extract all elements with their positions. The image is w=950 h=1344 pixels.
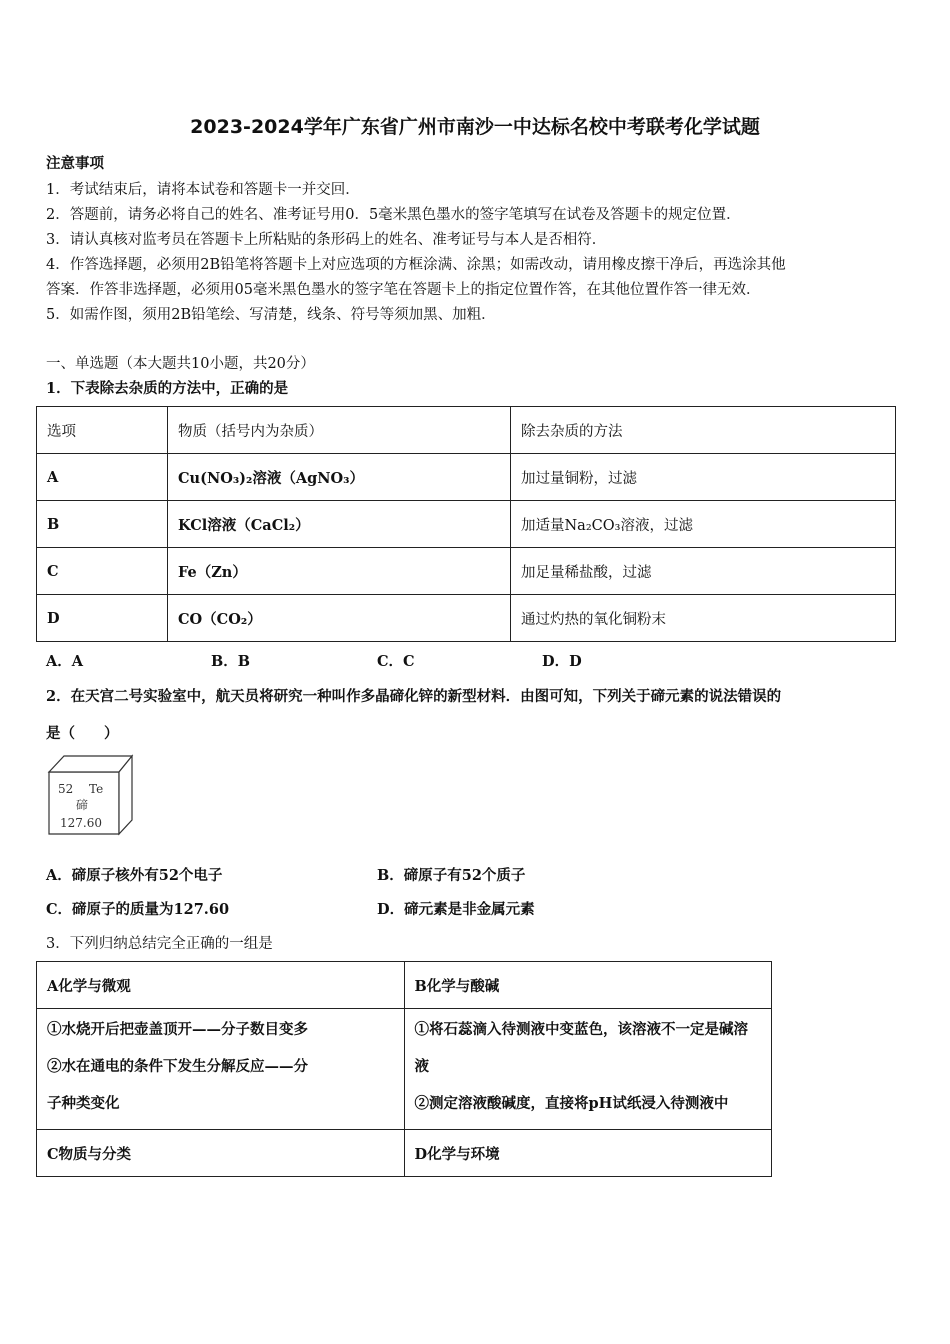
cell-a-line2: ②水在通电的条件下发生分解反应——分 bbox=[47, 1058, 308, 1075]
q3-table bbox=[36, 961, 772, 1177]
cell-a-title: A化学与微观 bbox=[37, 962, 405, 1009]
row-substance: Fe（Zn） bbox=[168, 548, 511, 595]
q2-choice-b[interactable]: B．碲原子有52个质子 bbox=[377, 867, 526, 884]
notice-item-1: 1．考试结束后，请将本试卷和答题卡一并交回． bbox=[46, 182, 360, 198]
cell-c-title: C物质与分类 bbox=[37, 1130, 405, 1177]
q2-stem-line2: 是（ ） bbox=[46, 725, 119, 742]
row-option: D bbox=[37, 595, 168, 642]
row-method: 通过灼热的氧化铜粉末 bbox=[511, 595, 896, 642]
element-number: 52 bbox=[58, 782, 74, 796]
table-row bbox=[37, 454, 896, 501]
notice-item-3: 3．请认真核对监考员在答题卡上所粘贴的条形码上的姓名、准考证号与本人是否相符． bbox=[46, 232, 607, 248]
row-option: A bbox=[37, 454, 168, 501]
q3-stem: 3．下列归纳总结完全正确的一组是 bbox=[46, 936, 273, 952]
header-substance: 物质（括号内为杂质） bbox=[168, 407, 511, 454]
cell-b-line2: 液 bbox=[414, 1058, 429, 1075]
table-row bbox=[37, 962, 772, 1009]
page-title: 2023-2024学年广东省广州市南沙一中达标名校中考联考化学试题 bbox=[190, 116, 760, 138]
q2-choice-c[interactable]: C．碲原子的质量为127.60 bbox=[46, 901, 230, 918]
table-row bbox=[37, 501, 896, 548]
element-name: 碲 bbox=[76, 798, 89, 812]
cell-a-line3: 子种类变化 bbox=[47, 1095, 120, 1112]
table-row bbox=[37, 595, 896, 642]
notice-item-5: 5．如需作图，须用2B铅笔绘、写清楚，线条、符号等须加黑、加粗． bbox=[46, 307, 496, 323]
table-row bbox=[37, 548, 896, 595]
element-mass: 127.60 bbox=[60, 816, 102, 830]
row-option: C bbox=[37, 548, 168, 595]
cell-a-content bbox=[37, 1009, 405, 1130]
row-method: 加过量铜粉，过滤 bbox=[511, 454, 896, 501]
row-substance: CO（CO₂） bbox=[168, 595, 511, 642]
q2-choice-a[interactable]: A．碲原子核外有52个电子 bbox=[46, 867, 223, 884]
element-symbol: Te bbox=[89, 782, 104, 796]
cell-b-title: B化学与酸碱 bbox=[404, 962, 772, 1009]
notice-item-4: 4．作答选择题，必须用2B铅笔将答题卡上对应选项的方框涂满、涂黑；如需改动，请用橡皮擦干净后，再选涂其他 bbox=[46, 257, 786, 273]
header-method: 除去杂质的方法 bbox=[511, 407, 896, 454]
header-option: 选项 bbox=[37, 407, 168, 454]
q2-stem-line1: 2．在天宫二号实验室中，航天员将研究一种叫作多晶碲化锌的新型材料．由图可知，下列关于碲元素的说法错误的 bbox=[46, 688, 782, 705]
q2-choice-d[interactable]: D．碲元素是非金属元素 bbox=[377, 901, 535, 918]
row-method: 加适量Na₂CO₃溶液，过滤 bbox=[511, 501, 896, 548]
q1-choice-c[interactable]: C．C bbox=[377, 653, 415, 670]
row-method: 加足量稀盐酸，过滤 bbox=[511, 548, 896, 595]
cell-b-content bbox=[404, 1009, 772, 1130]
row-substance: KCl溶液（CaCl₂） bbox=[168, 501, 511, 548]
notice-item-4-cont: 答案．作答非选择题，必须用05毫米黑色墨水的签字笔在答题卡上的指定位置作答，在其他位置作答一律无效． bbox=[46, 282, 761, 298]
section-heading: 一、单选题（本大题共10小题，共20分） bbox=[46, 356, 315, 372]
notice-heading: 注意事项 bbox=[46, 155, 104, 172]
q1-choice-a[interactable]: A．A bbox=[46, 653, 84, 670]
cell-a-line1: ①水烧开后把壶盖顶开——分子数目变多 bbox=[47, 1021, 308, 1038]
cell-b-line1: ①将石蕊滴入待测液中变蓝色，该溶液不一定是碱溶 bbox=[414, 1021, 748, 1038]
element-cube-icon bbox=[44, 752, 136, 838]
q1-stem: 1．下表除去杂质的方法中，正确的是 bbox=[46, 380, 289, 397]
periodic-table-cell bbox=[44, 752, 136, 838]
q1-choice-d[interactable]: D．D bbox=[542, 653, 582, 670]
q1-table bbox=[36, 406, 896, 642]
cell-b-line3: ②测定溶液酸碱度，直接将pH试纸浸入待测液中 bbox=[414, 1095, 729, 1112]
table-row bbox=[37, 1130, 772, 1177]
notice-item-2: 2．答题前，请务必将自己的姓名、准考证号用0．5毫米黑色墨水的签字笔填写在试卷及答题卡的规定位置． bbox=[46, 207, 741, 223]
row-option: B bbox=[37, 501, 168, 548]
row-substance: Cu(NO₃)₂溶液（AgNO₃） bbox=[168, 454, 511, 501]
table-header-row bbox=[37, 407, 896, 454]
cell-d-title: D化学与环境 bbox=[404, 1130, 772, 1177]
q1-choice-b[interactable]: B．B bbox=[211, 653, 251, 670]
table-row bbox=[37, 1009, 772, 1130]
